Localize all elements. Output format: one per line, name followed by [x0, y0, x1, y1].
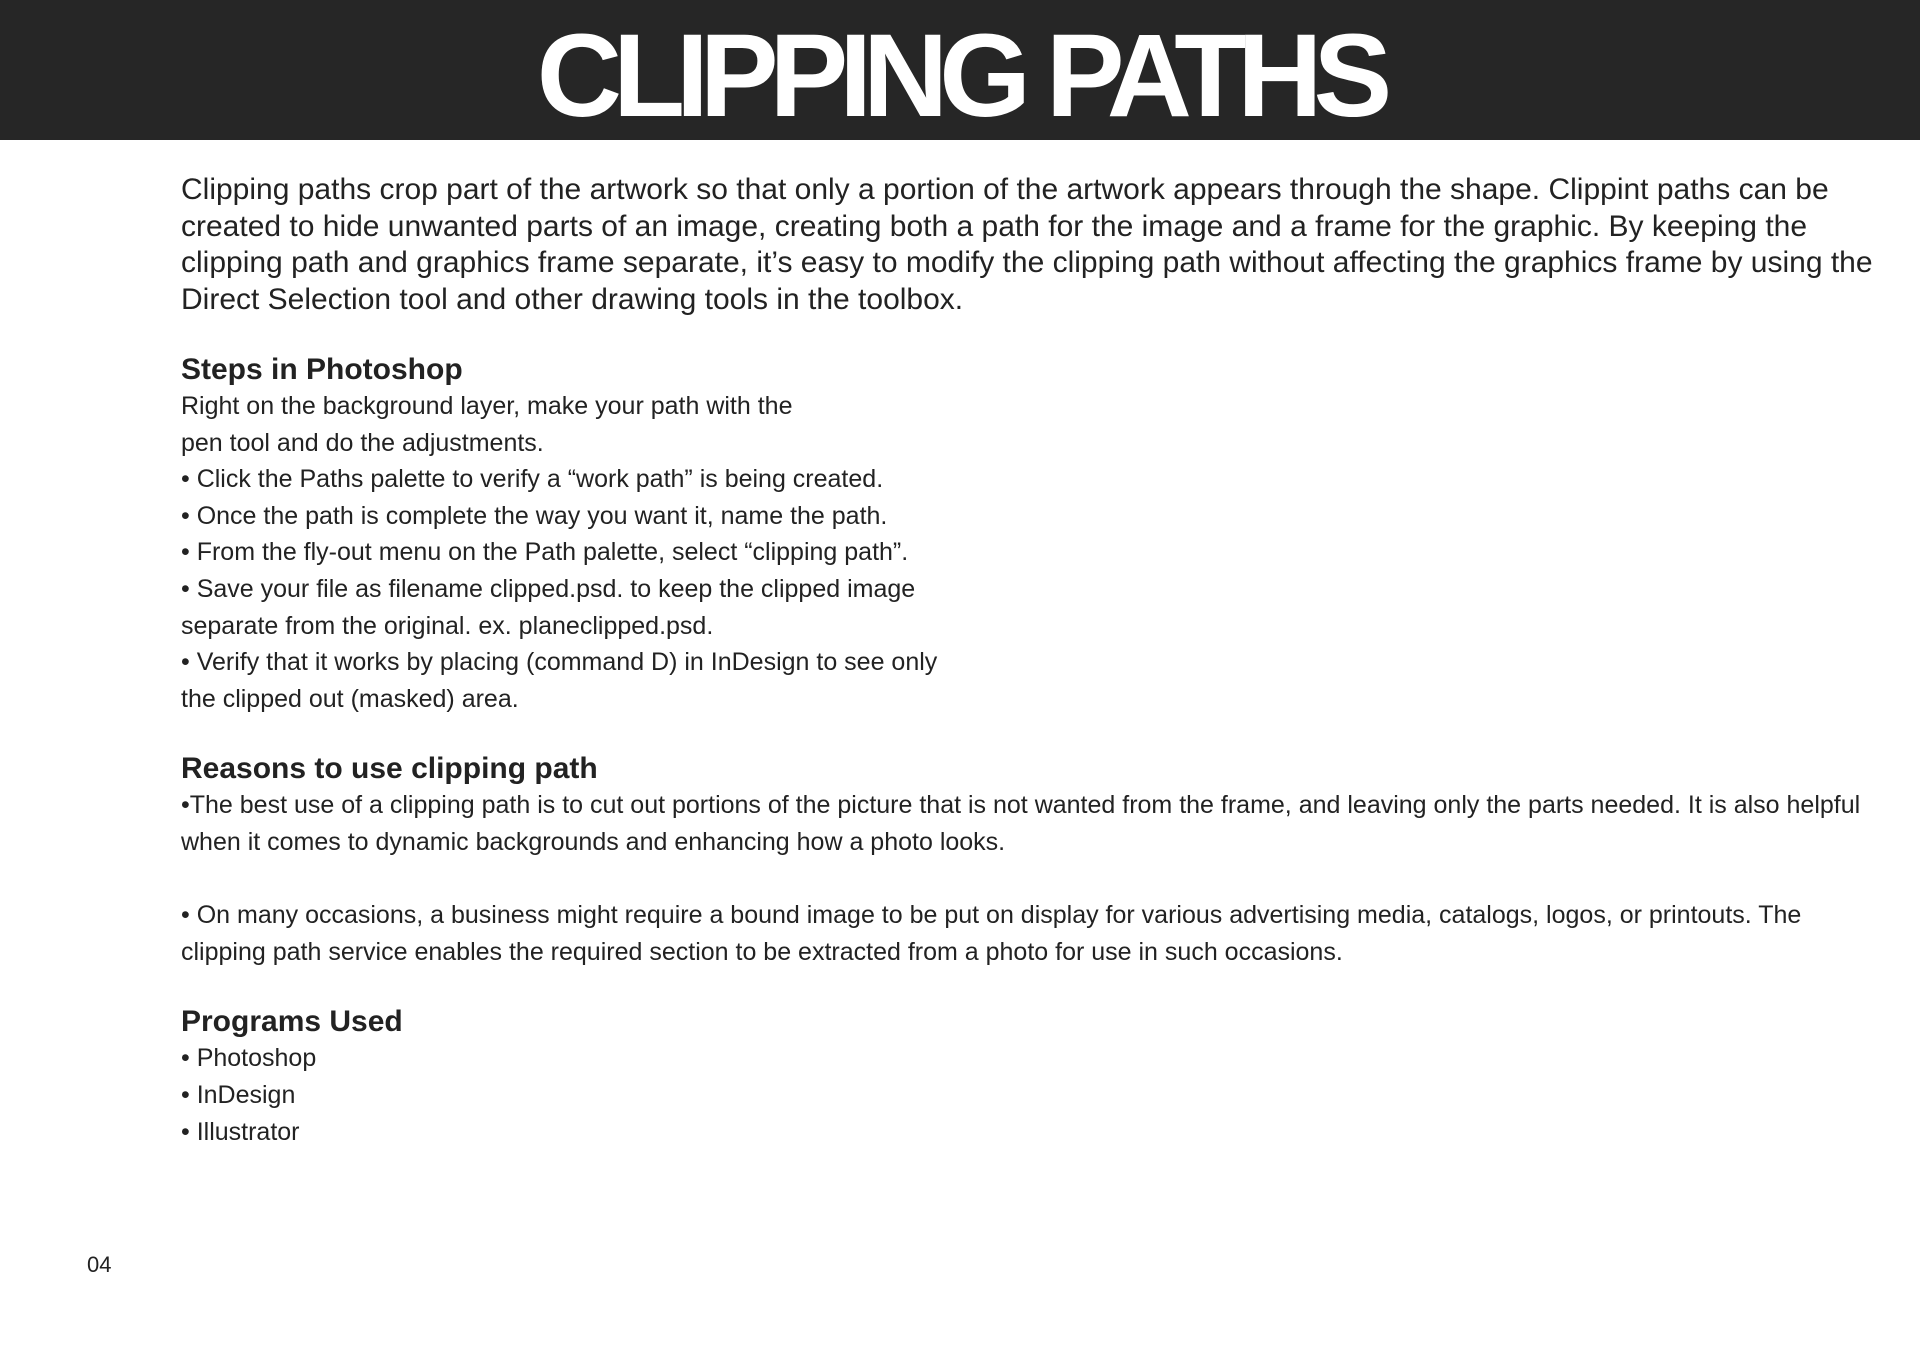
steps-line: • Save your file as filename clipped.psd. to keep the clipped image [181, 574, 916, 603]
steps-line: • Verify that it works by placing (command D) in InDesign to see only [181, 648, 938, 677]
intro-paragraph: Clipping paths crop part of the artwork so that only a portion of the artwork appears through the shape. Clippint paths can be created to hide unwanted parts of an image, creating both a path for the image and a frame for the graphic. By keeping the clipping path and graphics frame separate, it’s easy to modify the clipping path without affecting the graphics frame by using the Direct Selection tool and other drawing tools in the toolbox. [181, 173, 1873, 316]
steps-line: Right on the background layer, make your path with the [181, 392, 793, 420]
steps-line: • From the fly-out menu on the Path palette, select “clipping path”. [181, 538, 909, 567]
reasons-section [181, 751, 1861, 970]
steps-heading: Steps in Photoshop [181, 353, 463, 386]
programs-heading: Programs Used [181, 1005, 403, 1039]
steps-line: the clipped out (masked) area. [181, 684, 519, 713]
reasons-paragraph: • On many occasions, a business might require a bound image to be put on display for various advertising media, catalogs, logos, or printouts. The clipping path service enables the required section to be extracted from a photo for use in such occasions. [181, 901, 1802, 966]
reasons-heading: Reasons to use clipping path [181, 752, 598, 786]
steps-line: pen tool and do the adjustments. [181, 428, 544, 457]
steps-line: • Once the path is complete the way you want it, name the path. [181, 501, 888, 530]
program-item: • InDesign [181, 1080, 296, 1109]
title-bar [0, 0, 1920, 140]
steps-line: • Click the Paths palette to verify a “work path” is being created. [181, 465, 884, 494]
programs-section [181, 1004, 1861, 1150]
page-title: CLIPPING PATHS [536, 10, 1384, 142]
main-content [181, 172, 1873, 1150]
steps-section [181, 352, 1861, 717]
program-item: • Illustrator [181, 1117, 300, 1146]
steps-line: separate from the original. ex. planeclipped.psd. [181, 611, 714, 640]
reasons-paragraph: •The best use of a clipping path is to cut out portions of the picture that is not wanted from the frame, and leaving only the parts needed. It is also helpful when it comes to dynamic backgrounds and enhancing how a photo looks. [181, 791, 1861, 856]
program-item: • Photoshop [181, 1044, 317, 1073]
page-number: 04 [87, 1252, 112, 1277]
